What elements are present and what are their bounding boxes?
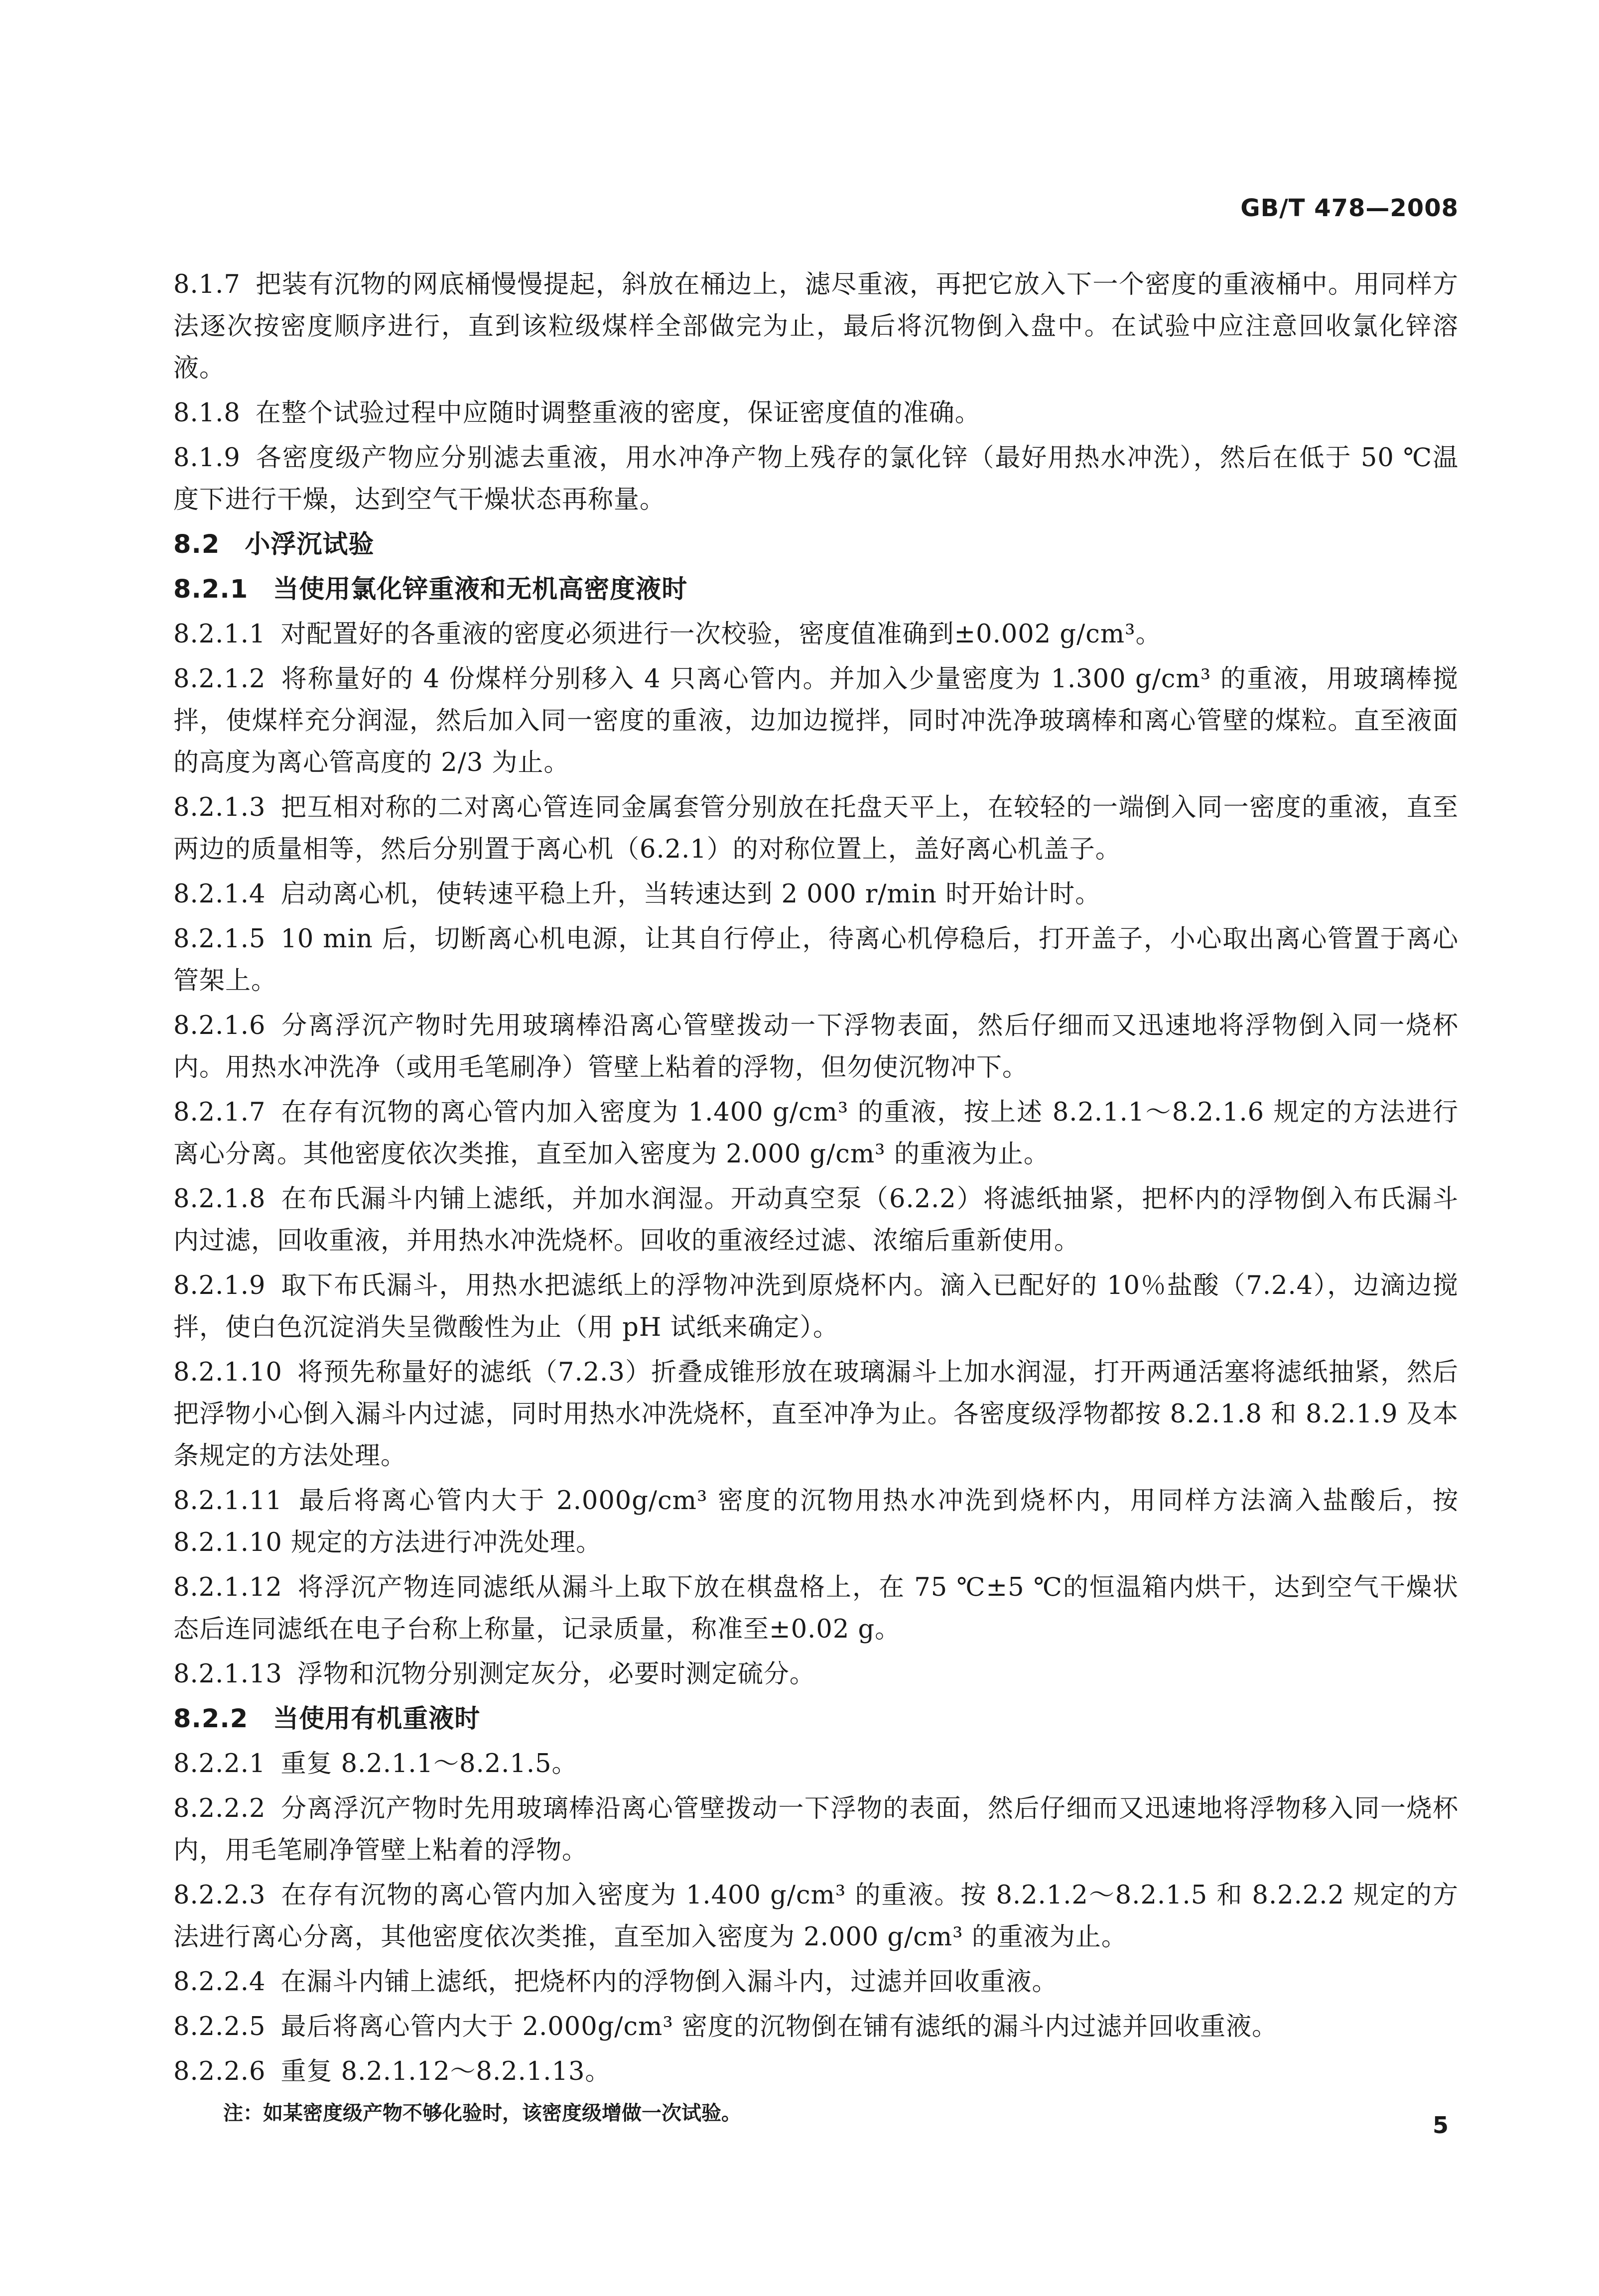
- paragraph-8-2-2-3: [173, 1875, 1459, 1958]
- clause-text: 将预先称量好的滤纸（7.2.3）折叠成锥形放在玻璃漏斗上加水润湿，打开两通活塞将滤纸抽紧，然后把浮物小心倒入漏斗内过滤，同时用热水冲洗烧杯，直至冲净为止。各密度级浮物都按 8.2.1.8 和 8.2.1.9 及本条规定的方法处理。: [173, 1358, 1459, 1471]
- clause-number: 8.2.1.8: [173, 1184, 266, 1214]
- clause-text: 将浮沉产物连同滤纸从漏斗上取下放在棋盘格上，在 75 ℃±5 ℃的恒温箱内烘干，达到空气干燥状态后连同滤纸在电子台称上称量，记录质量，称准至±0.02 g。: [173, 1573, 1459, 1644]
- clause-text: 把装有沉物的网底桶慢慢提起，斜放在桶边上，滤尽重液，再把它放入下一个密度的重液桶中。用同样方法逐次按密度顺序进行，直到该粒级煤样全部做完为止，最后将沉物倒入盘中。在试验中应注意回收氯化锌溶液。: [173, 270, 1459, 383]
- clause-text: 分离浮沉产物时先用玻璃棒沿离心管壁拨动一下浮物的表面，然后仔细而又迅速地将浮物移入同一烧杯内，用毛笔刷净管壁上粘着的浮物。: [173, 1794, 1459, 1865]
- clause-number: 8.2.1.1: [173, 620, 266, 649]
- paragraph-8-2-1-7: [173, 1092, 1459, 1175]
- paragraph-8-2-2-4: [173, 1961, 1459, 2003]
- paragraph-8-2-1-10: [173, 1352, 1459, 1477]
- clause-number: 8.2.1.7: [173, 1098, 266, 1127]
- note: 注：如某密度级产物不够化验时，该密度级增做一次试验。: [223, 2102, 741, 2125]
- clause-number: 8.2.1.11: [173, 1486, 282, 1516]
- paragraph-8-2-2-1: [173, 1743, 1459, 1785]
- clause-text: 最后将离心管内大于 2.000g/cm³ 密度的沉物倒在铺有滤纸的漏斗内过滤并回收重液。: [280, 2012, 1278, 2041]
- clause-number: 8.2.2.2: [173, 1794, 266, 1823]
- clause-number: 8.2.1.2: [173, 664, 266, 694]
- clause-text: 浮物和沉物分别测定灰分，必要时测定硫分。: [297, 1659, 815, 1689]
- clause-number: 8.1.9: [173, 443, 241, 473]
- paragraph-8-2-1-2: [173, 658, 1459, 784]
- section-number: 8.2.2: [173, 1704, 249, 1734]
- paragraph-8-1-7: [173, 264, 1459, 389]
- paragraph-8-2-1-5: [173, 918, 1459, 1002]
- clause-text: 取下布氏漏斗，用热水把滤纸上的浮物冲洗到原烧杯内。滴入已配好的 10％盐酸（7.2.4），边滴边搅拌，使白色沉淀消失呈微酸性为止（用 pH 试纸来确定）。: [173, 1271, 1459, 1342]
- clause-text: 重复 8.2.1.12～8.2.1.13。: [280, 2057, 611, 2086]
- clause-number: 8.2.2.1: [173, 1749, 266, 1779]
- page-number: 5: [1432, 2112, 1449, 2139]
- document-body: [173, 264, 1459, 2131]
- paragraph-8-2-2-5: [173, 2006, 1459, 2048]
- clause-text: 各密度级产物应分别滤去重液，用水冲净产物上残存的氯化锌（最好用热水冲洗），然后在低于 50 ℃温度下进行干燥，达到空气干燥状态再称量。: [173, 443, 1459, 514]
- paragraph-8-2-1-12: [173, 1567, 1459, 1651]
- clause-number: 8.2.2.3: [173, 1881, 266, 1910]
- clause-number: 8.2.1.3: [173, 793, 266, 822]
- clause-number: 8.2.2.6: [173, 2057, 266, 2086]
- section-number: 8.2: [173, 530, 220, 559]
- standard-number-header: GB/T 478—2008: [1240, 194, 1459, 222]
- paragraph-8-2-2-6: [173, 2051, 1459, 2093]
- clause-text: 重复 8.2.1.1～8.2.1.5。: [280, 1749, 578, 1779]
- clause-number: 8.2.1.5: [173, 924, 266, 954]
- paragraph-8-2-1-9: [173, 1265, 1459, 1349]
- paragraph-8-2-1-3: [173, 787, 1459, 871]
- paragraph-8-1-9: [173, 437, 1459, 521]
- clause-text: 在漏斗内铺上滤纸，把烧杯内的浮物倒入漏斗内，过滤并回收重液。: [280, 1967, 1058, 1997]
- clause-number: 8.1.8: [173, 398, 241, 428]
- clause-number: 8.2.1.9: [173, 1271, 266, 1300]
- clause-number: 8.2.1.10: [173, 1358, 282, 1387]
- clause-number: 8.2.2.5: [173, 2012, 266, 2041]
- paragraph-8-2-1-6: [173, 1005, 1459, 1089]
- section-title: 当使用氯化锌重液和无机高密度液时: [273, 575, 688, 604]
- clause-number: 8.2.2.4: [173, 1967, 266, 1997]
- paragraph-8-1-8: [173, 392, 1459, 434]
- clause-number: 8.2.1.13: [173, 1659, 282, 1689]
- clause-text: 把互相对称的二对离心管连同金属套管分别放在托盘天平上，在较轻的一端倒入同一密度的重液，直至两边的质量相等，然后分别置于离心机（6.2.1）的对称位置上，盖好离心机盖子。: [173, 793, 1459, 864]
- clause-text: 在存有沉物的离心管内加入密度为 1.400 g/cm³ 的重液。按 8.2.1.2～8.2.1.5 和 8.2.2.2 规定的方法进行离心分离，其他密度依次类推，直至加入密度为 2.000 g/cm³ 的重液为止。: [173, 1881, 1459, 1952]
- clause-text: 在整个试验过程中应随时调整重液的密度，保证密度值的准确。: [255, 398, 981, 428]
- clause-text: 将称量好的 4 份煤样分别移入 4 只离心管内。并加入少量密度为 1.300 g/cm³ 的重液，用玻璃棒搅拌，使煤样充分润湿，然后加入同一密度的重液，边加边搅拌，同时冲洗净玻璃棒和离心管壁的煤粒。直至液面的高度为离心管高度的 2/3 为止。: [173, 664, 1459, 777]
- clause-text: 启动离心机，使转速平稳上升，当转速达到 2 000 r/min 时开始计时。: [280, 880, 1101, 909]
- section-heading-8-2: [173, 524, 1459, 566]
- clause-text: 对配置好的各重液的密度必须进行一次校验，密度值准确到±0.002 g/cm³。: [280, 620, 1162, 649]
- paragraph-8-2-1-11: [173, 1480, 1459, 1564]
- clause-text: 10 min 后，切断离心机电源，让其自行停止，待离心机停稳后，打开盖子，小心取出离心管置于离心管架上。: [173, 924, 1459, 996]
- paragraph-8-2-2-2: [173, 1788, 1459, 1872]
- section-number: 8.2.1: [173, 575, 249, 604]
- section-title: 当使用有机重液时: [273, 1704, 481, 1734]
- clause-number: 8.1.7: [173, 270, 241, 299]
- paragraph-8-2-1-1: [173, 614, 1459, 655]
- paragraph-8-2-1-13: [173, 1654, 1459, 1695]
- section-heading-8-2-1: [173, 569, 1459, 611]
- paragraph-8-2-1-8: [173, 1178, 1459, 1262]
- clause-text: 在布氏漏斗内铺上滤纸，并加水润湿。开动真空泵（6.2.2）将滤纸抽紧，把杯内的浮物倒入布氏漏斗内过滤，回收重液，并用热水冲洗烧杯。回收的重液经过滤、浓缩后重新使用。: [173, 1184, 1459, 1256]
- clause-text: 在存有沉物的离心管内加入密度为 1.400 g/cm³ 的重液，按上述 8.2.1.1～8.2.1.6 规定的方法进行离心分离。其他密度依次类推，直至加入密度为 2.000 g/cm³ 的重液为止。: [173, 1098, 1459, 1169]
- section-title: 小浮沉试验: [245, 530, 375, 559]
- clause-number: 8.2.1.6: [173, 1011, 266, 1040]
- clause-number: 8.2.1.4: [173, 880, 266, 909]
- paragraph-8-2-1-4: [173, 874, 1459, 915]
- clause-number: 8.2.1.12: [173, 1573, 282, 1602]
- clause-text: 分离浮沉产物时先用玻璃棒沿离心管壁拨动一下浮物表面，然后仔细而又迅速地将浮物倒入同一烧杯内。用热水冲洗净（或用毛笔刷净）管壁上粘着的浮物，但勿使沉物冲下。: [173, 1011, 1459, 1082]
- section-heading-8-2-2: [173, 1698, 1459, 1740]
- clause-text: 最后将离心管内大于 2.000g/cm³ 密度的沉物用热水冲洗到烧杯内，用同样方法滴入盐酸后，按 8.2.1.10 规定的方法进行冲洗处理。: [173, 1486, 1459, 1557]
